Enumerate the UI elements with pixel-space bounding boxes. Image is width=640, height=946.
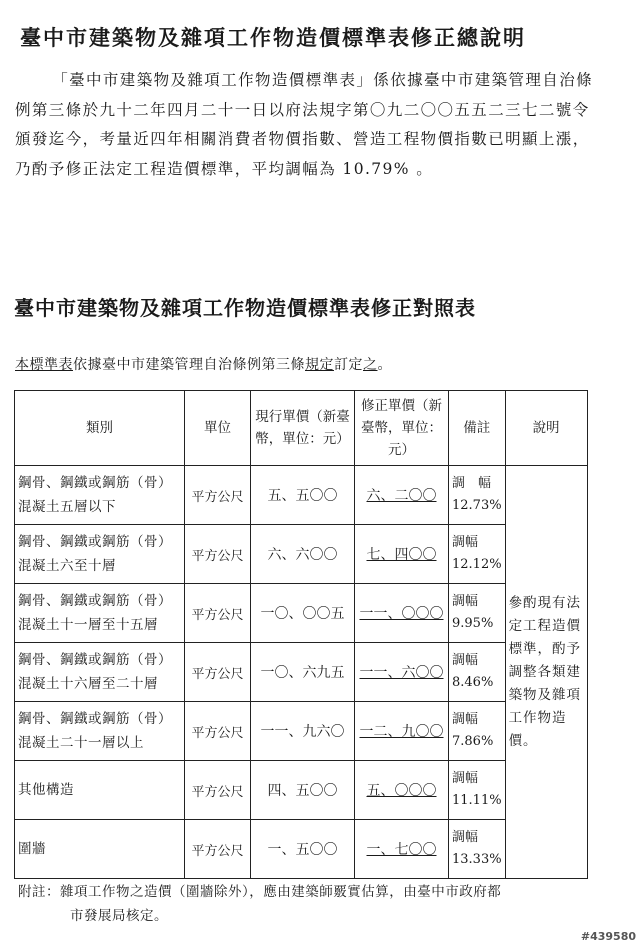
row-unit: 平方公尺 xyxy=(185,643,251,702)
row-revised-price xyxy=(355,702,449,761)
basis-part-1: 本標準表 xyxy=(15,357,73,373)
revised-price-value: 七、四〇〇 xyxy=(366,547,437,563)
row-current-price: 五、五〇〇 xyxy=(251,466,355,525)
revised-price-value: 六、二〇〇 xyxy=(366,488,437,504)
row-revised-price xyxy=(355,584,449,643)
footnote-line-2: 市發展局核定。 xyxy=(70,908,168,924)
revised-price-value: 一二、九〇〇 xyxy=(359,724,444,740)
explanation-cell: 參酌現有法定工程造價標準，酌予調整各類建築物及雜項工作物造價。 xyxy=(505,466,587,879)
comparison-table xyxy=(14,390,588,879)
row-note: 調幅 13.33% xyxy=(449,820,506,879)
row-note: 調幅 8.46% xyxy=(449,643,506,702)
table-row xyxy=(15,761,588,820)
basis-statement xyxy=(15,354,392,374)
row-category: 鋼骨、鋼鐵或鋼筋（骨）混凝土十六層至二十層 xyxy=(15,643,185,702)
revised-price-value: 五、〇〇〇 xyxy=(366,783,437,799)
row-unit: 平方公尺 xyxy=(185,584,251,643)
row-unit: 平方公尺 xyxy=(185,525,251,584)
row-revised-price xyxy=(355,466,449,525)
row-note: 調幅 11.11% xyxy=(449,761,506,820)
table-header-row xyxy=(15,391,588,466)
row-note: 調 幅 12.73% xyxy=(449,466,506,525)
basis-part-4: 訂定 xyxy=(334,357,363,373)
row-category: 鋼骨、鋼鐵或鋼筋（骨）混凝土六至十層 xyxy=(15,525,185,584)
header-note: 備註 xyxy=(449,391,506,466)
document-title: 臺中市建築物及雜項工作物造價標準表修正總說明 xyxy=(20,25,526,50)
row-note: 調幅 12.12% xyxy=(449,525,506,584)
table-row xyxy=(15,525,588,584)
basis-part-6: 。 xyxy=(377,357,392,373)
row-current-price: 一一、九六〇 xyxy=(251,702,355,761)
row-revised-price xyxy=(355,525,449,584)
row-current-price: 四、五〇〇 xyxy=(251,761,355,820)
row-unit: 平方公尺 xyxy=(185,702,251,761)
basis-part-3: 規定 xyxy=(305,357,334,373)
header-unit: 單位 xyxy=(185,391,251,466)
row-current-price: 一〇、〇〇五 xyxy=(251,584,355,643)
row-note: 調幅 7.86% xyxy=(449,702,506,761)
footnote-line-1: 附註：雜項工作物之造價（圍牆除外），應由建築師覈實估算，由臺中市政府都 xyxy=(18,884,502,900)
row-note: 調幅 9.95% xyxy=(449,584,506,643)
header-category: 類別 xyxy=(15,391,185,466)
row-revised-price xyxy=(355,761,449,820)
revised-price-value: 一一、六〇〇 xyxy=(359,665,444,681)
row-category: 鋼骨、鋼鐵或鋼筋（骨）混凝土五層以下 xyxy=(15,466,185,525)
row-category: 鋼骨、鋼鐵或鋼筋（骨）混凝土二十一層以上 xyxy=(15,702,185,761)
row-category: 圍牆 xyxy=(15,820,185,879)
summary-paragraph: 「臺中市建築物及雜項工作物造價標準表」係依據臺中市建築管理自治條例第三條於九十二年四月二十一日以府法規字第〇九二〇〇五五二三七二號令頒發迄今，考量近四年相關消費者物價指數、營造工程物價指數已明顯上漲，乃酌予修正法定工程造價標準，平均調幅為 10.79% 。 xyxy=(15,71,593,178)
table-row xyxy=(15,584,588,643)
revised-price-value: 一一、〇〇〇 xyxy=(359,606,444,622)
row-category: 其他構造 xyxy=(15,761,185,820)
table-row xyxy=(15,702,588,761)
header-current-price: 現行單價（新臺幣，單位：元） xyxy=(251,391,355,466)
row-category: 鋼骨、鋼鐵或鋼筋（骨）混凝土十一層至十五層 xyxy=(15,584,185,643)
footnote xyxy=(18,880,501,928)
basis-part-5: 之 xyxy=(363,357,378,373)
row-current-price: 一、五〇〇 xyxy=(251,820,355,879)
table-row xyxy=(15,820,588,879)
table-row xyxy=(15,643,588,702)
row-current-price: 一〇、六九五 xyxy=(251,643,355,702)
table-title: 臺中市建築物及雜項工作物造價標準表修正對照表 xyxy=(14,296,476,320)
row-unit: 平方公尺 xyxy=(185,761,251,820)
row-revised-price xyxy=(355,820,449,879)
table-row xyxy=(15,466,588,525)
header-revised-price: 修正單價（新臺幣，單位：元） xyxy=(355,391,449,466)
row-unit: 平方公尺 xyxy=(185,466,251,525)
row-current-price: 六、六〇〇 xyxy=(251,525,355,584)
header-explanation: 說明 xyxy=(505,391,587,466)
row-unit: 平方公尺 xyxy=(185,820,251,879)
watermark-id: #439580 xyxy=(580,930,636,943)
row-revised-price xyxy=(355,643,449,702)
revised-price-value: 一、七〇〇 xyxy=(366,842,437,858)
basis-part-2: 依據臺中市建築管理自治條例第三條 xyxy=(73,357,305,373)
